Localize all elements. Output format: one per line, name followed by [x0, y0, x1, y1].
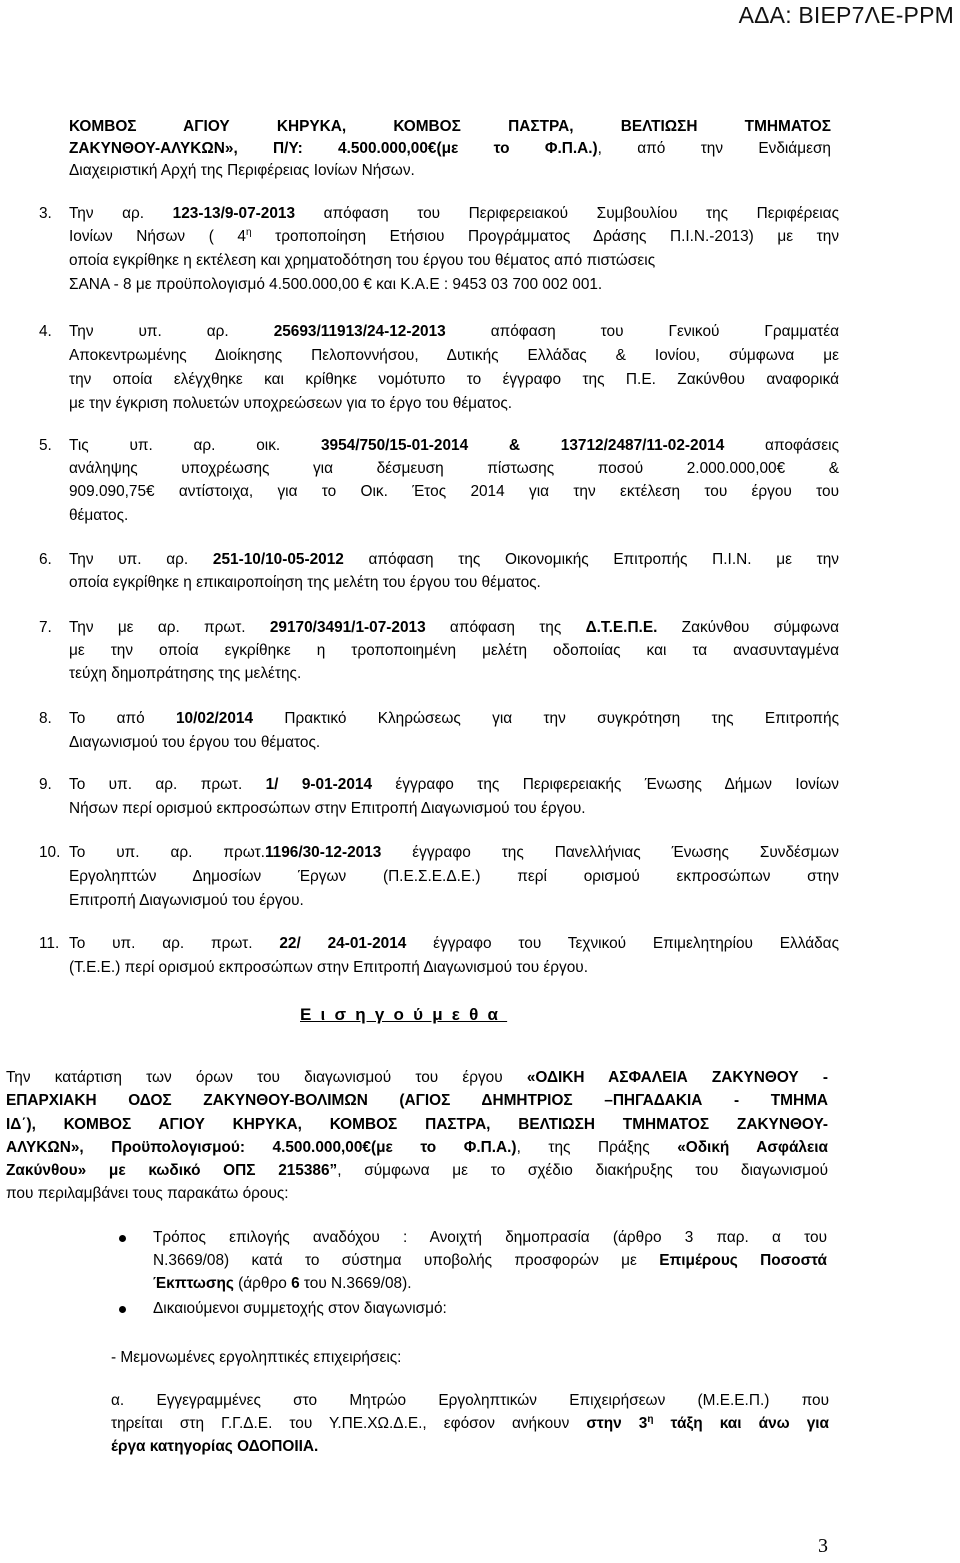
bullet-2: Δικαιούμενοι συμμετοχής στον διαγωνισμό: — [153, 1300, 447, 1317]
proposal-line-5 — [6, 1161, 828, 1181]
item-7-number: 7. — [39, 619, 52, 636]
item-9-number: 9. — [39, 776, 52, 793]
continuation-project: ΖΑΚΥΝΘΟΥ-ΑΛΥΚΩΝ», Π/Υ: 4.500.000,00€(με το Φ.Π.Α.) — [69, 140, 598, 157]
item-3-number: 3. — [39, 205, 52, 222]
item-11-line-2: (Τ.Ε.Ε.) περί ορισμού εκπροσώπων στην Επιτροπή Διαγωνισμού του έργου. — [69, 959, 588, 976]
bullet-1-text: (άρθρο — [233, 1275, 292, 1292]
project-budget: ΑΛΥΚΩΝ», Προϋπολογισμού: 4.500.000,00€(με το Φ.Π.Α.) — [6, 1139, 517, 1156]
item-5-text: Τις υπ. αρ. οικ. — [69, 437, 321, 454]
item-11-document-number: 22/ 24-01-2014 — [279, 935, 407, 952]
item-6-text: Την υπ. αρ. — [69, 551, 213, 568]
item-5-text: αποφάσεις — [724, 437, 839, 454]
item-7-text: Ζακύνθου σύμφωνα — [657, 619, 839, 636]
item-10-text: έγγραφο της Πανελλήνιας Ένωσης Συνδέσμων — [381, 844, 839, 861]
sub-a-line-3: έργα κατηγορίας ΟΔΟΠΟΙΙΑ. — [111, 1438, 319, 1455]
action-title: Ζακύνθου» με κωδικό ΟΠΣ — [6, 1162, 279, 1179]
sub-a-text: τηρείται στη Γ.Γ.Δ.Ε. του Υ.ΠΕ.ΧΩ.Δ.Ε., εφόσον ανήκουν — [111, 1415, 587, 1432]
item-8-line-1 — [69, 709, 839, 729]
item-5-line-1 — [69, 436, 839, 456]
item-6-line-1 — [69, 550, 839, 570]
item-5-line-3: 909.090,75€ αντίστοιχα, για το Οικ. Έτος 2014 για την εκτέλεση του έργου του — [69, 483, 839, 500]
bullet-dot — [119, 1235, 126, 1242]
bullet-1-method: Έκπτωσης — [153, 1275, 234, 1292]
item-10-line-1 — [69, 843, 839, 863]
proposal-line-1 — [6, 1068, 828, 1088]
proposal-line-4 — [6, 1138, 828, 1158]
item-7-line-1 — [69, 618, 839, 638]
item-3-text: τροποποίηση Ετήσιου Προγράμματος Δράσης Π.Ι.Ν.-2013) με την — [251, 228, 840, 245]
item-3-text: Ιονίων Νήσων ( 4 — [69, 228, 246, 245]
bullet-1-text: του Ν.3669/08). — [299, 1275, 412, 1292]
proposal-heading: Εισηγούμεθα — [300, 1005, 508, 1024]
bullet-1-line-1: Τρόπος επιλογής αναδόχου : Ανοιχτή δημοπρασία (άρθρο 3 παρ. α του — [153, 1229, 827, 1246]
item-4-text: Την υπ. αρ. — [69, 323, 274, 340]
item-7-decision-number: 29170/3491/1-07-2013 — [269, 619, 426, 636]
item-11-line-1 — [69, 934, 839, 954]
proposal-line-2: ΕΠΑΡΧΙΑΚΗ ΟΔΟΣ ΖΑΚΥΝΘΟΥ-ΒΟΛΙΜΩΝ (ΑΓΙΟΣ ΔΗΜΗΤΡΙΟΣ –ΠΗΓΑΔΑΚΙΑ - ΤΜΗΜΑ — [6, 1092, 828, 1109]
item-11-number: 11. — [39, 935, 60, 952]
item-3-line-3: οποία εγκρίθηκε η εκτέλεση και χρηματοδότηση του έργου του θέματος από πιστώσεις — [69, 252, 656, 269]
item-8-text: Πρακτικό Κληρώσεως για την συγκρότηση της Επιτροπής — [253, 710, 839, 727]
item-8-line-2: Διαγωνισμού του έργου του θέματος. — [69, 734, 321, 751]
continuation-line-1: ΚΟΜΒΟΣ ΑΓΙΟΥ ΚΗΡΥΚΑ, ΚΟΜΒΟΣ ΠΑΣΤΡΑ, ΒΕΛΤΙΩΣΗ ΤΜΗΜΑΤΟΣ — [69, 118, 831, 135]
item-8-number: 8. — [39, 710, 52, 727]
item-10-text: Το υπ. αρ. πρωτ. — [69, 844, 265, 861]
item-7-text: Την με αρ. πρωτ. — [69, 619, 270, 636]
item-11-text: Το υπ. αρ. πρωτ. — [69, 935, 280, 952]
item-9-text: έγγραφο της Περιφερειακής Ένωσης Δήμων Ιονίων — [372, 776, 839, 793]
item-10-line-2: Εργοληπτών Δημοσίων Έργων (Π.Ε.Σ.Ε.Δ.Ε.) περί ορισμού εκπροσώπων στην — [69, 868, 839, 885]
item-3-text: απόφαση του Περιφερειακού Συμβουλίου της Περιφέρειας — [295, 205, 839, 222]
sub-a-class: τάξη και άνω για — [653, 1415, 829, 1432]
item-3-line-1 — [69, 204, 839, 224]
item-5-line-4: θέματος. — [69, 507, 129, 524]
bullet-1-article: 6 — [291, 1275, 300, 1292]
continuation-line-2 — [69, 139, 831, 159]
bullet-1-text: Ν.3669/08) κατά το σύστημα υποβολής προσφορών με — [153, 1252, 660, 1269]
sub-a-class: στην 3 — [586, 1415, 648, 1432]
proposal-text: , της Πράξης — [516, 1139, 678, 1156]
item-3-superscript: η — [245, 227, 252, 238]
sub-a-line-2 — [111, 1414, 829, 1434]
item-9-document-number: 1/ 9-01-2014 — [265, 776, 373, 793]
item-8-date: 10/02/2014 — [176, 710, 254, 727]
bullet-1-method: Επιμέρους Ποσοστά — [659, 1252, 827, 1269]
bullet-1-line-3 — [153, 1274, 411, 1294]
item-3-line-2 — [69, 227, 839, 247]
page-number: 3 — [818, 1535, 828, 1557]
item-4-decision-number: 25693/11913/24-12-2013 — [273, 323, 446, 340]
item-4-line-3: την οποία ελέγχθηκε και κρίθηκε νομότυπο το έγγραφο της Π.Ε. Ζακύνθου αναφορικά — [69, 371, 839, 388]
action-title: «Οδική Ασφάλεια — [677, 1139, 829, 1156]
item-3-decision-number: 123-13/9-07-2013 — [172, 205, 296, 222]
ada-code: ΑΔΑ: ΒΙΕΡ7ΛΕ-ΡΡΜ — [738, 2, 954, 28]
item-4-number: 4. — [39, 323, 52, 340]
item-5-line-2: ανάληψης υποχρέωσης για δέσμευση πίστωσης ποσού 2.000.000,00€ & — [69, 460, 839, 477]
item-5-number: 5. — [39, 437, 52, 454]
item-4-line-1 — [69, 322, 839, 342]
item-9-line-1 — [69, 775, 839, 795]
item-6-decision-number: 251-10/10-05-2012 — [212, 551, 344, 568]
item-9-text: Το υπ. αρ. πρωτ. — [69, 776, 266, 793]
bullet-dot — [119, 1306, 126, 1313]
item-4-line-2: Αποκεντρωμένης Διοίκησης Πελοποννήσου, Δυτικής Ελλάδας & Ιονίου, σύμφωνα με — [69, 347, 839, 364]
proposal-text: Την κατάρτιση των όρων του διαγωνισμού του έργου — [6, 1069, 527, 1086]
item-4-text: απόφαση του Γενικού Γραμματέα — [445, 323, 839, 340]
item-10-number: 10. — [39, 844, 61, 861]
item-4-line-4: με την έγκριση πολυετών υποχρεώσεων για το έργο του θέματος. — [69, 395, 513, 412]
project-title: «ΟΔΙΚΗ ΑΣΦΑΛΕΙΑ ΖΑΚΥΝΘΟΥ - — [526, 1069, 828, 1086]
item-6-number: 6. — [39, 551, 52, 568]
item-11-text: έγγραφο του Τεχνικού Επιμελητηρίου Ελλάδας — [406, 935, 839, 952]
proposal-text: , σύμφωνα με το σχέδιο διακήρυξης του διαγωνισμού — [337, 1162, 828, 1179]
individual-contractors-heading: - Μεμονωμένες εργοληπτικές επιχειρήσεις: — [111, 1349, 402, 1366]
item-10-document-number: 1196/30-12-2013 — [264, 844, 382, 861]
item-7-line-3: τεύχη δημοπράτησης της μελέτης. — [69, 665, 302, 682]
item-7-agency: Δ.Τ.Ε.Π.Ε. — [585, 619, 658, 636]
sub-a-line-1: α. Εγγεγραμμένες στο Μητρώο Εργοληπτικών Επιχειρήσεων (Μ.Ε.Ε.Π.) που — [111, 1392, 829, 1409]
sub-a-superscript: η — [647, 1414, 654, 1425]
item-9-line-2: Νήσων περί ορισμού εκπροσώπων στην Επιτροπή Διαγωνισμού του έργου. — [69, 800, 586, 817]
bullet-1-line-2 — [153, 1251, 827, 1271]
item-7-line-2: με την οποία εγκρίθηκε η τροποποιημένη μελέτη οδοποιίας και τα ανασυνταγμένα — [69, 642, 839, 659]
item-5-decision-numbers: 3954/750/15-01-2014 & 13712/2487/11-02-2014 — [320, 437, 725, 454]
item-7-text: απόφαση της — [425, 619, 586, 636]
proposal-line-3: ΙΔ΄), ΚΟΜΒΟΣ ΑΓΙΟΥ ΚΗΡΥΚΑ, ΚΟΜΒΟΣ ΠΑΣΤΡΑ, ΒΕΛΤΙΩΣΗ ΤΜΗΜΑΤΟΣ ΖΑΚΥΝΘΟΥ- — [6, 1116, 828, 1133]
item-3-text: Την αρ. — [69, 205, 173, 222]
proposal-line-6: που περιλαμβάνει τους παρακάτω όρους: — [6, 1185, 289, 1202]
item-8-text: Το από — [69, 710, 176, 727]
continuation-authority: , από την Ενδιάμεση — [597, 140, 831, 157]
ops-code: 215386” — [278, 1162, 338, 1179]
continuation-line-3: Διαχειριστική Αρχή της Περιφέρειας Ιονίων Νήσων. — [69, 162, 415, 179]
item-6-line-2: οποία εγκρίθηκε η επικαιροποίηση της μελέτη του έργου του θέματος. — [69, 574, 541, 591]
item-3-line-4: ΣΑΝΑ - 8 με προϋπολογισμό 4.500.000,00 € και Κ.Α.Ε : 9453 03 700 002 001. — [69, 276, 603, 293]
item-10-line-3: Επιτροπή Διαγωνισμού του έργου. — [69, 892, 304, 909]
item-6-text: απόφαση της Οικονομικής Επιτροπής Π.Ι.Ν. με την — [343, 551, 839, 568]
